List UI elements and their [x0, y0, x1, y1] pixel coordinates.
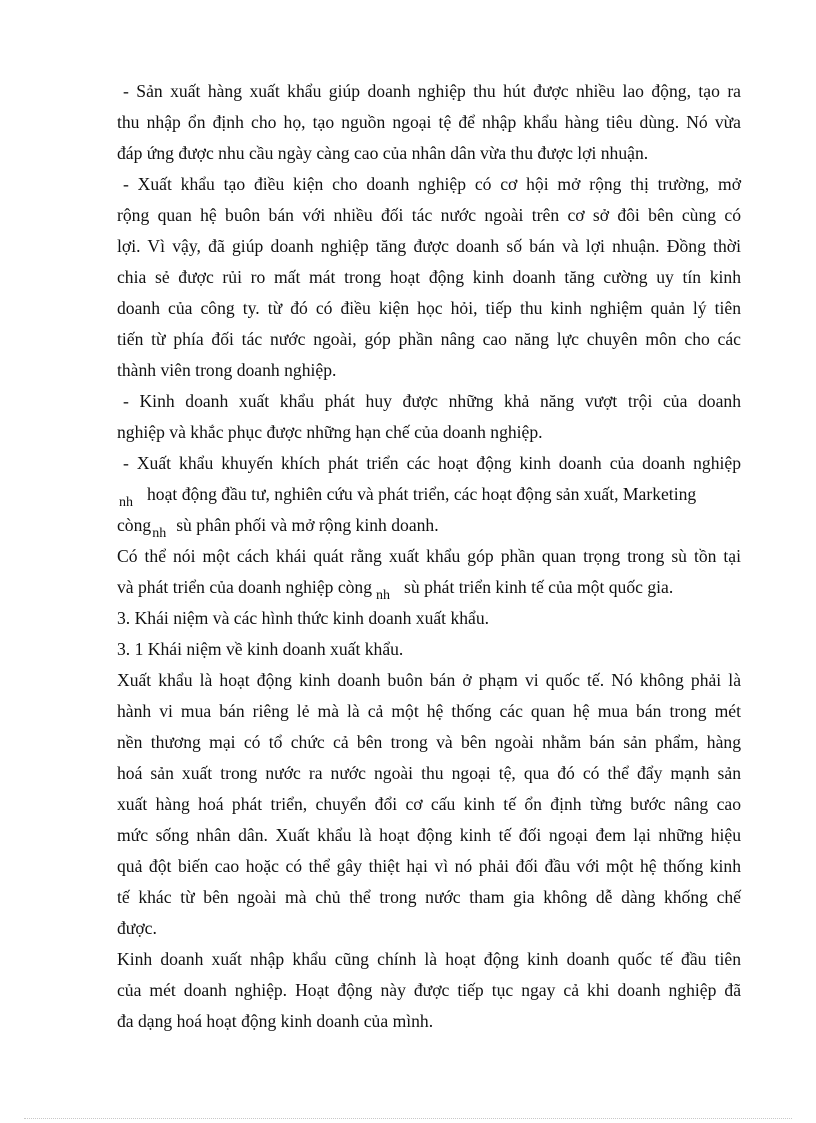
subscript-fragment: nh — [376, 588, 391, 603]
text-line: lợi. Vì vậy, đã giúp doanh nghiệp tăng được doanh số bán và lợi nhuận. Đồng thời — [117, 236, 741, 256]
text-line: - Kinh doanh xuất khẩu phát huy được những khả năng vượt trội của doanh — [123, 391, 741, 411]
subsection-heading: 3. 1 Khái niệm về kinh doanh xuất khẩu. — [117, 639, 404, 659]
text-line: Có thể nói một cách khái quát rằng xuất khẩu góp phần quan trọng trong sù tồn tại — [117, 546, 741, 566]
text-line: đa dạng hoá hoạt động kinh doanh của mình. — [117, 1011, 434, 1031]
text-fragment: còng — [117, 515, 152, 535]
text-line: - Xuất khẩu khuyến khích phát triển các hoạt động kinh doanh của doanh nghiệp — [123, 453, 741, 473]
text-line: thành viên trong doanh nghiệp. — [117, 360, 337, 380]
text-line — [117, 483, 741, 510]
subscript-fragment: nh — [152, 526, 167, 541]
text-line — [117, 514, 741, 541]
subscript-fragment: nh — [119, 495, 133, 510]
text-line: - Xuất khẩu tạo điều kiện cho doanh nghiệp có cơ hội mở rộng thị trường, mở — [123, 174, 741, 194]
text-line: Kinh doanh xuất nhập khẩu cũng chính là hoạt động kinh doanh quốc tế đầu tiên — [117, 949, 741, 969]
text-line: chia sẻ được rủi ro mất mát trong hoạt động kinh doanh tăng cường uy tín kinh — [117, 267, 741, 287]
text-line — [117, 576, 741, 603]
text-fragment: sù phát triển kinh tế của một quốc gia. — [404, 577, 674, 597]
text-line: nền thương mại có tổ chức cả bên trong và bên ngoài nhằm bán sản phẩm, hàng — [117, 732, 741, 752]
text-line: quả đột biến cao hoặc có thể gây thiệt hại vì nó phải đối đầu với một hệ thống kinh — [117, 856, 741, 876]
text-line: tiến từ phía đối tác nước ngoài, góp phần nâng cao năng lực chuyên môn cho các — [117, 329, 741, 349]
text-line: đáp ứng được nhu cầu ngày càng cao của nhân dân vừa thu được lợi nhuận. — [117, 143, 649, 163]
text-line: - Sản xuất hàng xuất khẩu giúp doanh nghiệp thu hút được nhiều lao động, tạo ra — [123, 81, 741, 101]
section-heading: 3. Khái niệm và các hình thức kinh doanh xuất khẩu. — [117, 608, 490, 628]
text-line: được. — [117, 918, 157, 938]
text-line: thu nhập ổn định cho họ, tạo nguồn ngoại tệ để nhập khẩu hàng tiêu dùng. Nó vừa — [117, 112, 741, 132]
text-line: xuất hàng hoá phát triển, chuyển đổi cơ cấu kinh tế ổn định từng bước nâng cao — [117, 794, 741, 814]
text-line: nghiệp và khắc phục được những hạn chế của doanh nghiệp. — [117, 422, 543, 442]
text-line: doanh của công ty. từ đó có điều kiện học hỏi, tiếp thu kinh nghiệm quản lý tiên — [117, 298, 741, 318]
text-line: hoá sản xuất trong nước ra nước ngoài thu ngoại tệ, qua đó có thể đẩy mạnh sản — [117, 763, 741, 783]
text-line: rộng quan hệ buôn bán với nhiều đối tác nước ngoài trên cơ sở đôi bên cùng có — [117, 205, 741, 225]
text-line: mức sống nhân dân. Xuất khẩu là hoạt động kinh tế đối ngoại đem lại những hiệu — [117, 825, 741, 845]
text-fragment: sù phân phối và mở rộng kinh doanh. — [176, 515, 439, 535]
text-line: tế khác từ bên ngoài mà chủ thể trong nước tham gia không dễ dàng khống chế — [117, 887, 741, 907]
text-line: Xuất khẩu là hoạt động kinh doanh buôn bán ở phạm vi quốc tế. Nó không phải là — [117, 670, 741, 690]
text-line: hành vi mua bán riêng lẻ mà là cả một hệ thống các quan hệ mua bán trong mét — [117, 701, 741, 721]
text-fragment: và phát triển của doanh nghiệp còng — [117, 577, 373, 597]
text-fragment: hoạt động đầu tư, nghiên cứu và phát triển, các hoạt động sản xuất, Marketing — [147, 484, 697, 504]
text-line: của mét doanh nghiệp. Hoạt động này được tiếp tục ngay cả khi doanh nghiệp đã — [117, 980, 741, 1000]
page-bottom-border — [24, 1118, 792, 1119]
